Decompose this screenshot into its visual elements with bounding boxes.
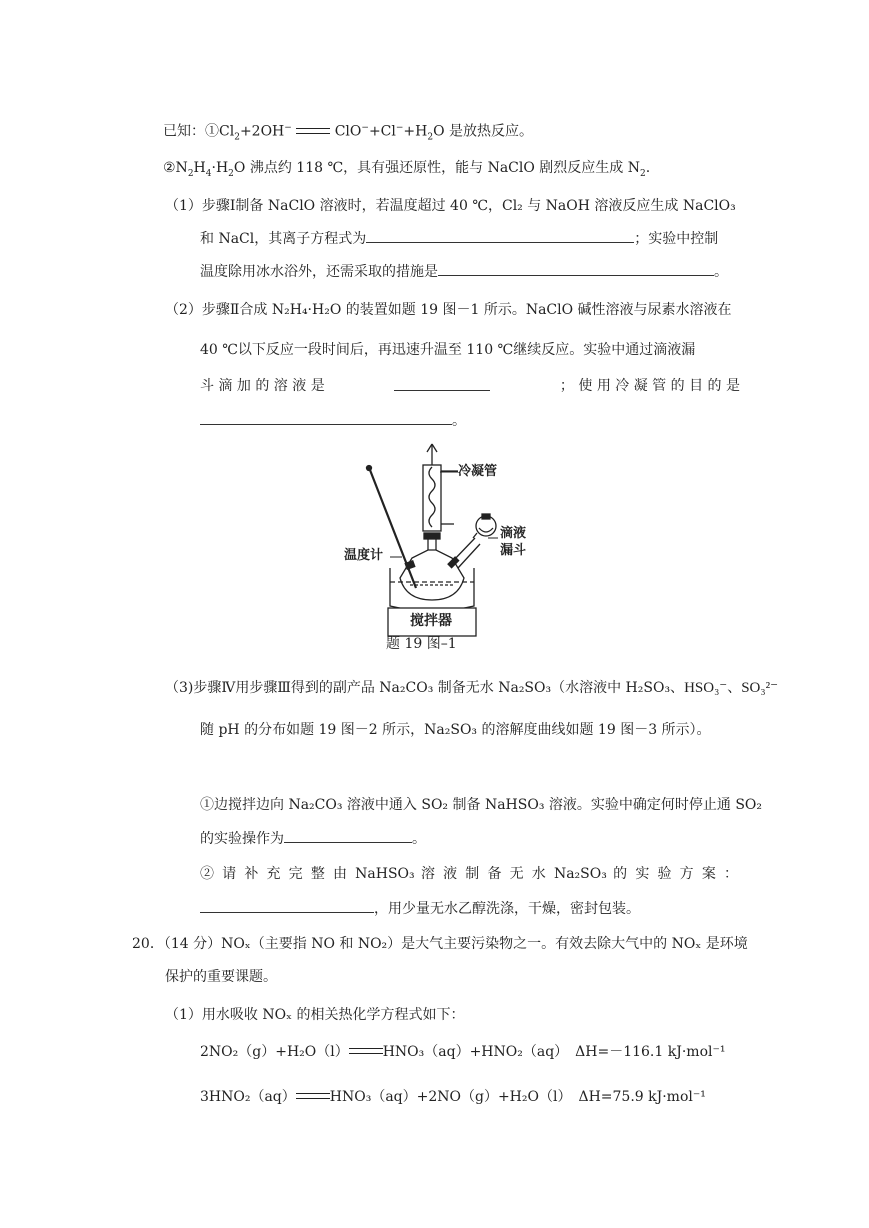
known-n2h4-tail: O 沸点约 118 ℃，具有强还原性，能与 NaClO 剧烈反应生成 N	[233, 160, 640, 176]
q20-sub1: （1）用水吸收 NOₓ 的相关热化学方程式如下：	[165, 1007, 465, 1023]
q3-line1-text: （3)步骤Ⅳ用步骤Ⅲ得到的副产品 Na₂CO₃ 制备无水 Na₂SO₃（水溶液中 H₂SO₃、	[165, 680, 685, 696]
ion-separator: 、	[727, 680, 742, 696]
answer-blank-funnel-solution[interactable]	[394, 376, 490, 391]
q3-sub2-b: ，用少量无水乙醇洗涤，干燥，密封包装。	[374, 901, 640, 917]
answer-blank-experiment-plan[interactable]	[200, 898, 374, 913]
q3-line-1	[165, 678, 778, 698]
answer-blank-measure[interactable]	[438, 261, 714, 276]
q3-sub2-line-1: ② 请 补 充 完 整 由 NaHSO₃ 溶 液 制 备 无 水 Na₂SO₃ 的 实 验 方 案 ：	[200, 866, 738, 882]
q1-line-2	[200, 228, 718, 249]
condenser-drawing	[423, 444, 458, 550]
ion-hso3: HSO₃⁻	[684, 680, 728, 696]
known-prefix: 已知：①Cl	[163, 123, 235, 140]
known-eq-right2: +Cl	[368, 123, 396, 140]
answer-blank-stop-operation[interactable]	[284, 828, 412, 843]
q2-line3-a: 斗 滴 加 的 溶 液 是	[200, 378, 325, 394]
ion-so3: SO₃²⁻	[741, 680, 779, 696]
equilibrium-sign	[296, 127, 330, 137]
q20-line-2: 保护的重要课题。	[165, 969, 277, 985]
known-n2h4-b: H	[193, 160, 206, 176]
label-stirrer: 搅拌器	[410, 613, 452, 629]
label-condenser: 冷凝管	[458, 464, 498, 479]
eq1-left: 2NO₂（g）+H₂O（l）	[200, 1044, 349, 1060]
figure-caption: 题 19 图–1	[386, 636, 457, 652]
known-eq-left: +2OH	[239, 123, 285, 140]
q20-eq1	[200, 1042, 725, 1062]
q2-line-1: （2）步骤Ⅱ合成 N₂H₄·H₂O 的装置如题 19 图－1 所示。NaClO 碱性溶液与尿素水溶液在	[165, 302, 732, 318]
known-line-1: 已知：$①Cl_2+2OH^-$ $ClO^-+Cl^-+H_2O$ 是放热反应。	[163, 123, 534, 143]
known-n2h4-a: ②N	[163, 160, 188, 176]
q3-sub1-line-1: ①边搅拌边向 Na₂CO₃ 溶液中通入 SO₂ 制备 NaHSO₃ 溶液。实验中确定何时停止通 SO₂	[200, 797, 763, 813]
known-eq-tail: O 是放热反应。	[433, 123, 534, 140]
label-funnel-1: 滴液	[500, 526, 527, 541]
q1-line2-b: ；实验中控制	[634, 231, 719, 247]
known-eq-right3: +H	[403, 123, 428, 140]
label-funnel-2: 漏斗	[500, 543, 527, 558]
q1-line2-a: 和 NaCl，其离子方程式为	[200, 231, 367, 247]
q3-sub1-line-2	[200, 828, 426, 849]
q2-line-3	[200, 376, 740, 396]
q1-line-1: （1）步骤Ⅰ制备 NaClO 溶液时，若温度超过 40 ℃，Cl₂ 与 NaOH 溶液反应生成 NaClO₃	[165, 198, 736, 214]
apparatus-figure	[340, 440, 540, 655]
q3-line-2: 随 pH 的分布如题 19 图－2 所示，Na₂SO₃ 的溶解度曲线如题 19 图－3 所示）。	[200, 722, 711, 738]
q1-line3-a: 温度除用冰水浴外，还需采取的措施是	[200, 264, 438, 280]
eq2-left: 3HNO₂（aq）	[200, 1089, 296, 1105]
eq2-right: HNO₃（aq）+2NO（g）+H₂O（l） ΔH=75.9 kJ·mol⁻¹	[329, 1089, 706, 1105]
known-eq-right: ClO	[334, 123, 362, 140]
label-thermometer: 温度计	[344, 548, 384, 563]
q2-line3-b: ； 使 用 冷 凝 管 的 目 的 是	[559, 378, 740, 394]
equilibrium-sign	[349, 1047, 383, 1057]
equilibrium-sign	[296, 1092, 330, 1102]
eq1-right: HNO₃（aq）+HNO₂（aq） ΔH=－116.1 kJ·mol⁻¹	[382, 1044, 726, 1060]
q2-line-4	[200, 410, 466, 431]
q20-eq2	[200, 1087, 706, 1107]
q3-sub2-line-2	[200, 898, 640, 919]
q1-line3-b: 。	[714, 264, 728, 280]
q20-line-1: 20．（14 分）NOₓ（主要指 NO 和 NO₂）是大气主要污染物之一。有效去除大气中的 NOₓ 是环境	[132, 936, 748, 952]
known-n2h4-c: ·H	[211, 160, 229, 176]
q3-sub1-c: 。	[412, 831, 426, 847]
q3-sub1-b: 的实验操作为	[200, 831, 284, 847]
q2-line4: 。	[452, 413, 466, 429]
q1-line-3	[200, 261, 728, 282]
known-line-2: $②N_2H_4\cdot H_2O$ 沸点约 118 ℃，具有强还原性，能与 NaClO 剧烈反应生成 $N_2$.	[163, 160, 651, 179]
q2-line-2: 40 ℃以下反应一段时间后，再迅速升温至 110 ℃继续反应。实验中通过滴液漏	[200, 342, 696, 358]
answer-blank-condenser-purpose[interactable]	[200, 410, 452, 425]
answer-blank-ionic-equation[interactable]	[366, 228, 634, 243]
